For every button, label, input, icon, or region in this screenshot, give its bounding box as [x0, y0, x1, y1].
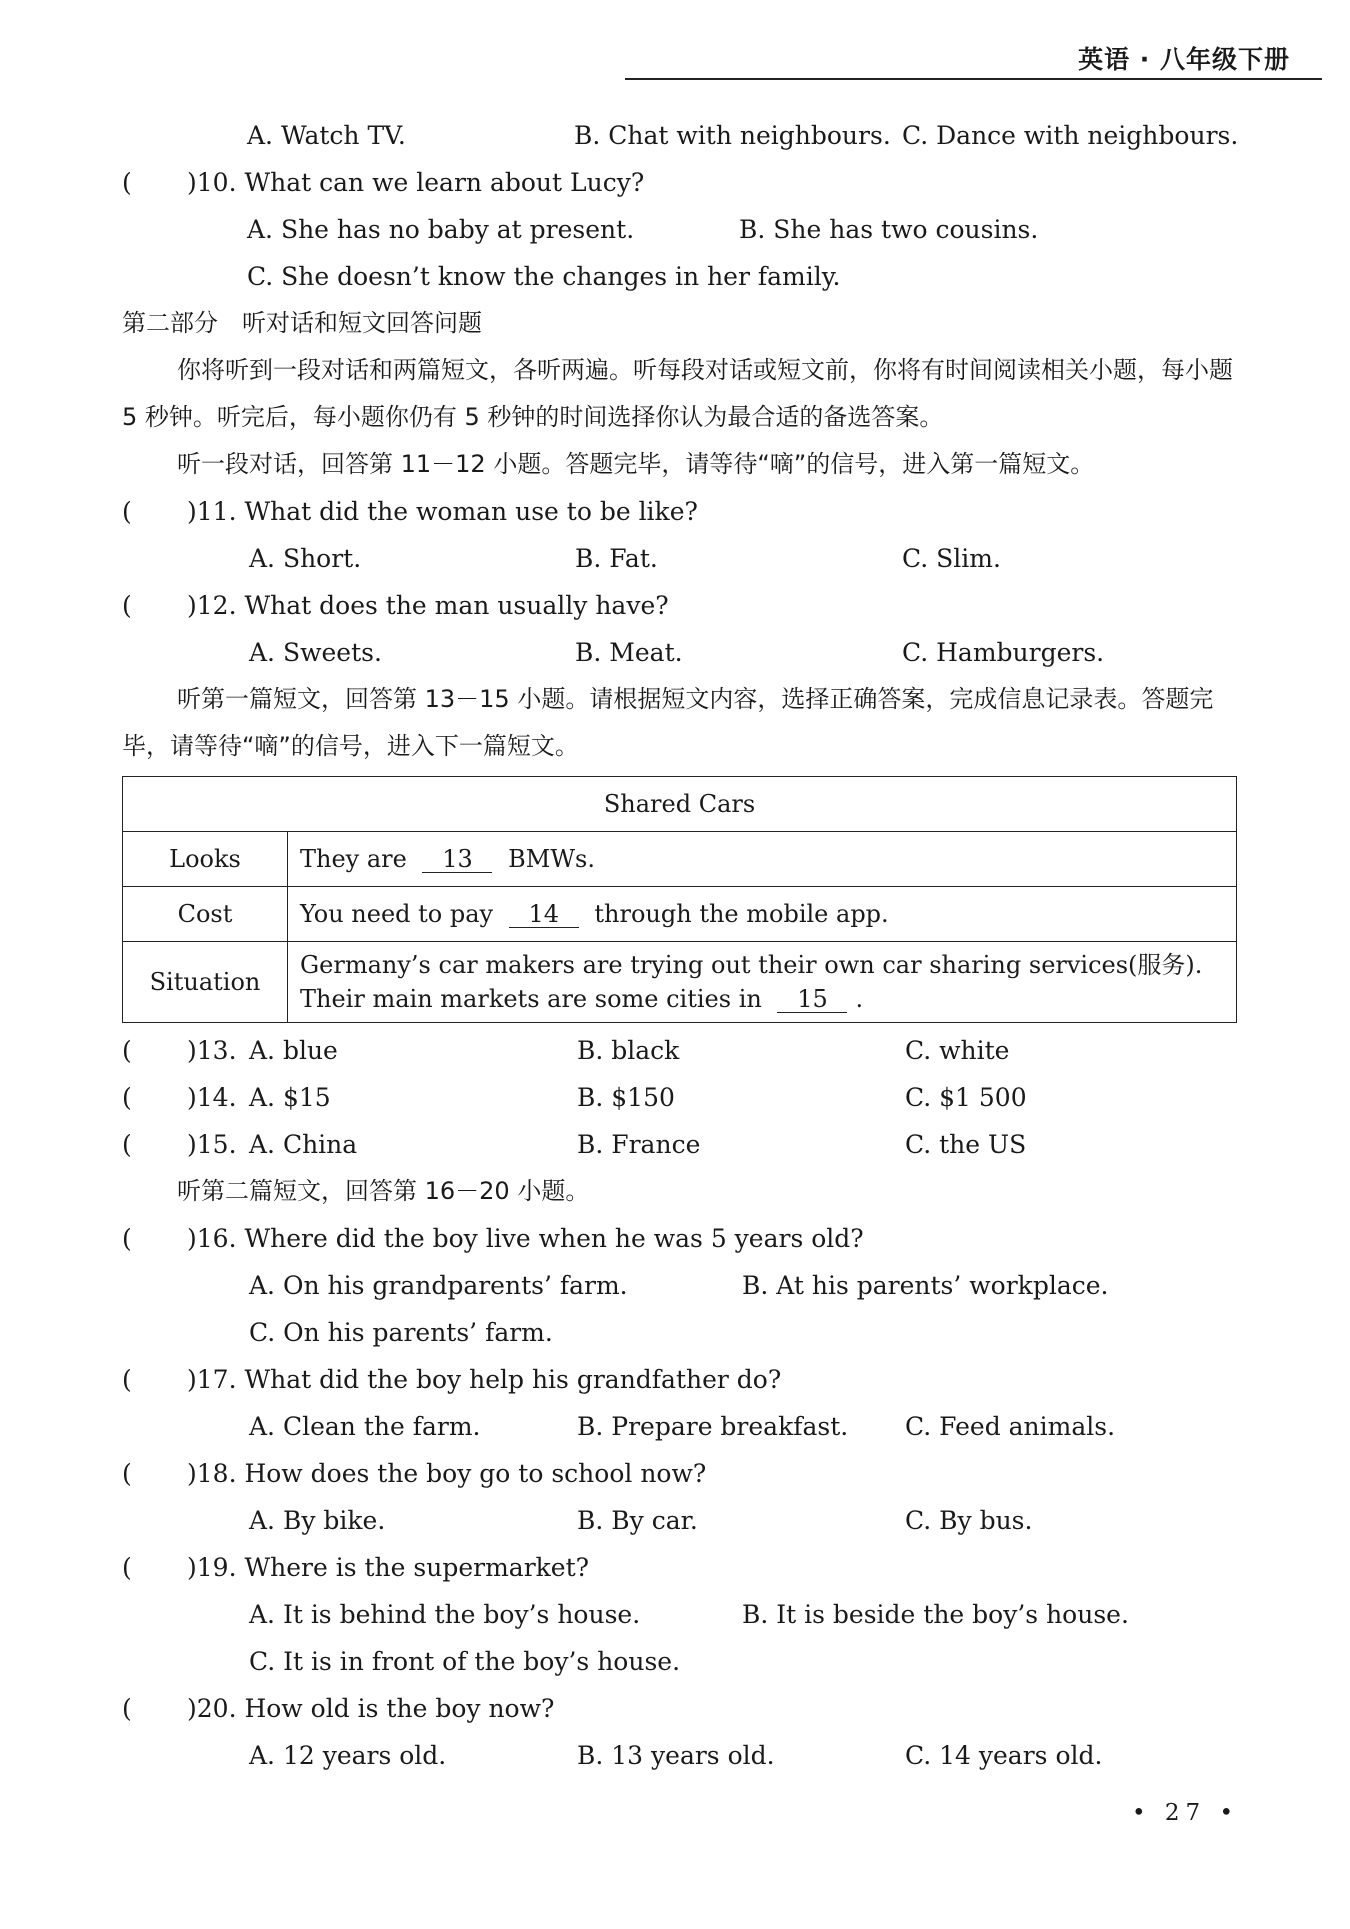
- option-c: C. On his parents’ farm.: [249, 1318, 553, 1347]
- page-content: [122, 112, 1244, 1779]
- option-c: C. By bus.: [905, 1506, 1033, 1535]
- answer-paren: (: [122, 1036, 132, 1065]
- option-b: B. $150: [577, 1083, 675, 1112]
- question-text: )17. What did the boy help his grandfather do?: [187, 1365, 782, 1394]
- option-b: B. At his parents’ workplace.: [742, 1271, 1109, 1300]
- q16-options-row1: [122, 1262, 1244, 1309]
- row-content: [288, 942, 1237, 1023]
- option-c: C. She doesn’t know the changes in her family.: [247, 262, 841, 291]
- option-a: A. By bike.: [249, 1506, 386, 1535]
- option-b: B. France: [577, 1130, 701, 1159]
- passage1-instruction: 听第一篇短文，回答第 13－15 小题。请根据短文内容，选择正确答案，完成信息记录表。答题完毕，请等待“嘀”的信号，进入下一篇短文。: [122, 685, 1214, 760]
- option-a: A. Sweets.: [249, 638, 382, 667]
- answer-paren: (: [122, 497, 132, 526]
- blank-15: 15: [777, 986, 847, 1013]
- question-17: [122, 1356, 1244, 1403]
- question-16: [122, 1215, 1244, 1262]
- option-b: B. 13 years old.: [577, 1741, 775, 1770]
- table-row-looks: [123, 832, 1237, 887]
- question-text: )10. What can we learn about Lucy?: [187, 168, 645, 197]
- table-title: Shared Cars: [123, 777, 1237, 832]
- answer-paren: (: [122, 1224, 132, 1253]
- blank-14: 14: [509, 901, 579, 928]
- answer-paren: (: [122, 1694, 132, 1723]
- question-14: [122, 1074, 1244, 1121]
- q12-options: [122, 629, 1244, 676]
- option-c: C. Slim.: [902, 544, 1001, 573]
- q10-options-row1: [122, 206, 1244, 253]
- option-c: C. Dance with neighbours.: [902, 121, 1239, 150]
- question-13: [122, 1027, 1244, 1074]
- answer-paren: (: [122, 591, 132, 620]
- option-a: A. Clean the farm.: [249, 1412, 481, 1441]
- option-a: A. On his grandparents’ farm.: [249, 1271, 628, 1300]
- option-b: B. Fat.: [575, 544, 658, 573]
- question-number: )14.: [187, 1083, 237, 1112]
- row-label: Looks: [123, 832, 288, 887]
- answer-paren: (: [122, 1130, 132, 1159]
- question-text: )11. What did the woman use to be like?: [187, 497, 698, 526]
- cost-text-post: through the mobile app.: [594, 899, 889, 928]
- option-b: B. By car.: [577, 1506, 698, 1535]
- q10-options-row2: [122, 253, 1244, 300]
- option-b: B. Chat with neighbours.: [574, 121, 891, 150]
- part2-title: 第二部分 听对话和短文回答问题: [122, 309, 482, 337]
- question-number: )15.: [187, 1130, 237, 1159]
- question-12: [122, 582, 1244, 629]
- option-b: B. Meat.: [575, 638, 683, 667]
- question-11: [122, 488, 1244, 535]
- q18-options: [122, 1497, 1244, 1544]
- q19-options-row1: [122, 1591, 1244, 1638]
- option-a: A. $15: [249, 1083, 331, 1112]
- header-rule: [625, 78, 1322, 80]
- row-label: Situation: [123, 942, 288, 1023]
- part2-intro: 你将听到一段对话和两篇短文，各听两遍。听每段对话或短文前，你将有时间阅读相关小题，每小题 5 秒钟。听完后，每小题你仍有 5 秒钟的时间选择你认为最合适的备选答案。: [122, 356, 1233, 431]
- passage2-instruction: 听第二篇短文，回答第 16－20 小题。: [177, 1177, 590, 1205]
- situation-text-post: .: [855, 985, 864, 1013]
- option-a: A. 12 years old.: [249, 1741, 447, 1770]
- looks-text-pre: They are: [300, 844, 407, 873]
- question-text: )18. How does the boy go to school now?: [187, 1459, 707, 1488]
- dialog-instruction: 听一段对话，回答第 11－12 小题。答题完毕，请等待“嘀”的信号，进入第一篇短文。: [177, 450, 1095, 478]
- page-number: • 27 •: [1132, 1800, 1240, 1826]
- option-c: C. It is in front of the boy’s house.: [249, 1647, 681, 1676]
- q17-options: [122, 1403, 1244, 1450]
- option-c: C. white: [905, 1036, 1010, 1065]
- question-number: )13.: [187, 1036, 237, 1065]
- page-header-title: 英语 · 八年级下册: [1078, 45, 1290, 74]
- question-text: )12. What does the man usually have?: [187, 591, 669, 620]
- option-a: A. Short.: [249, 544, 362, 573]
- question-10: [122, 159, 1244, 206]
- q20-options: [122, 1732, 1244, 1779]
- question-18: [122, 1450, 1244, 1497]
- situation-line-2: [300, 982, 1224, 1016]
- option-c: C. 14 years old.: [905, 1741, 1103, 1770]
- q11-options: [122, 535, 1244, 582]
- answer-paren: (: [122, 1083, 132, 1112]
- question-20: [122, 1685, 1244, 1732]
- question-text: )20. How old is the boy now?: [187, 1694, 555, 1723]
- option-b: B. It is beside the boy’s house.: [742, 1600, 1129, 1629]
- question-19: [122, 1544, 1244, 1591]
- question-15: [122, 1121, 1244, 1168]
- option-a: A. She has no baby at present.: [247, 215, 635, 244]
- answer-paren: (: [122, 1365, 132, 1394]
- answer-paren: (: [122, 1459, 132, 1488]
- option-b: B. She has two cousins.: [739, 215, 1039, 244]
- answer-paren: (: [122, 1553, 132, 1582]
- row-content: [288, 832, 1237, 887]
- row-label: Cost: [123, 887, 288, 942]
- option-a: A. It is behind the boy’s house.: [249, 1600, 641, 1629]
- option-a: A. Watch TV.: [247, 121, 406, 150]
- situation-line-1: Germany’s car makers are trying out their own car sharing services(服务).: [300, 951, 1203, 979]
- looks-text-post: BMWs.: [508, 844, 595, 873]
- situation-text-pre: Their main markets are some cities in: [300, 985, 762, 1013]
- row-content: [288, 887, 1237, 942]
- question-text: )16. Where did the boy live when he was 5 years old?: [187, 1224, 864, 1253]
- q19-options-row2: [122, 1638, 1244, 1685]
- option-c: C. Hamburgers.: [902, 638, 1105, 667]
- q16-options-row2: [122, 1309, 1244, 1356]
- option-b: B. black: [577, 1036, 680, 1065]
- option-a: A. China: [249, 1130, 358, 1159]
- cost-text-pre: You need to pay: [300, 899, 494, 928]
- answer-paren: (: [122, 168, 132, 197]
- question-text: )19. Where is the supermarket?: [187, 1553, 590, 1582]
- table-row-situation: [123, 942, 1237, 1023]
- option-c: C. Feed animals.: [905, 1412, 1116, 1441]
- q9-options: [122, 112, 1244, 159]
- table-row-cost: [123, 887, 1237, 942]
- option-a: A. blue: [249, 1036, 338, 1065]
- option-c: C. $1 500: [905, 1083, 1027, 1112]
- blank-13: 13: [422, 846, 492, 873]
- info-record-table: [122, 776, 1237, 1023]
- option-c: C. the US: [905, 1130, 1027, 1159]
- option-b: B. Prepare breakfast.: [577, 1412, 849, 1441]
